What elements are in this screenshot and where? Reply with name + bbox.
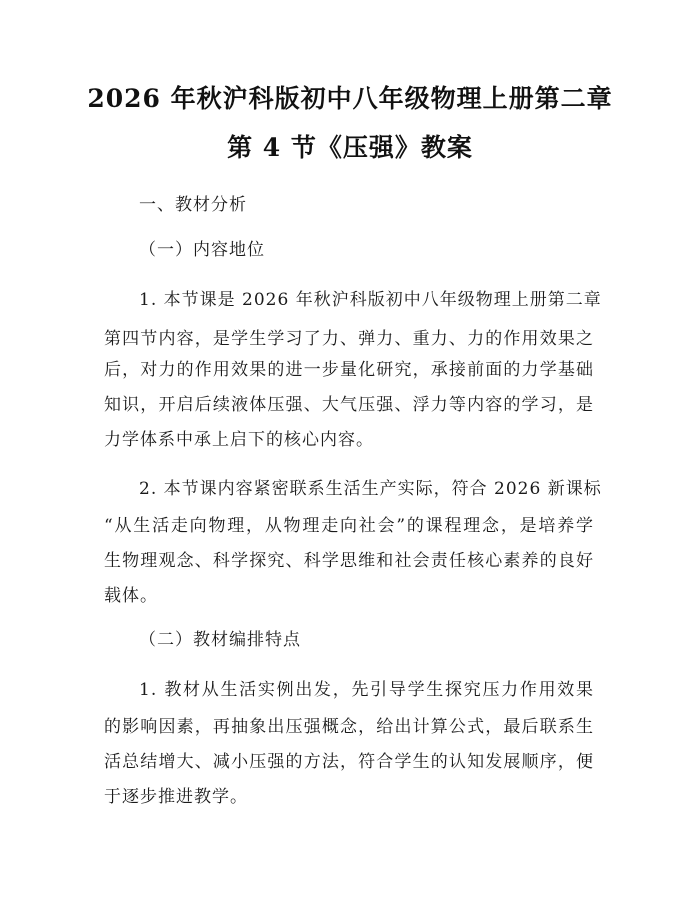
paragraph-3-line-2: 的影响因素，再抽象出压强概念，给出计算公式，最后联系生	[104, 717, 594, 737]
paragraph-2-line-2: “从生活走向物理，从物理走向社会”的课程理念，是培养学	[104, 516, 594, 536]
paragraph-2-line-1: 2. 本节课内容紧密联系生活生产实际，符合 2026 新课标	[139, 479, 602, 499]
paragraph-2-line-3: 生物理观念、科学探究、科学思维和社会责任核心素养的良好	[104, 551, 594, 571]
paragraph-3-line-3: 活总结增大、减小压强的方法，符合学生的认知发展顺序，便	[104, 752, 594, 772]
section-heading-textbook-analysis: 一、教材分析	[139, 195, 247, 215]
paragraph-1-line-1: 1. 本节课是 2026 年秋沪科版初中八年级物理上册第二章	[139, 290, 602, 310]
paragraph-3-line-1: 1. 教材从生活实例出发，先引导学生探究压力作用效果	[139, 680, 594, 700]
paragraph-2-line-4: 载体。	[104, 586, 158, 606]
paragraph-1-line-3: 后，对力的作用效果的进一步量化研究，承接前面的力学基础	[104, 360, 594, 380]
document-title-line-1: 2026 年秋沪科版初中八年级物理上册第二章	[87, 84, 613, 113]
paragraph-1-line-2: 第四节内容，是学生学习了力、弹力、重力、力的作用效果之	[104, 329, 594, 349]
paragraph-1-line-4: 知识，开启后续液体压强、大气压强、浮力等内容的学习，是	[104, 395, 594, 415]
paragraph-1-line-5: 力学体系中承上启下的核心内容。	[104, 430, 374, 450]
paragraph-3-line-4: 于逐步推进教学。	[104, 787, 248, 807]
document-title-line-2: 第 4 节《压强》教案	[227, 133, 473, 162]
subheading-content-position: （一）内容地位	[139, 240, 265, 260]
subheading-layout-features: （二）教材编排特点	[139, 630, 301, 650]
